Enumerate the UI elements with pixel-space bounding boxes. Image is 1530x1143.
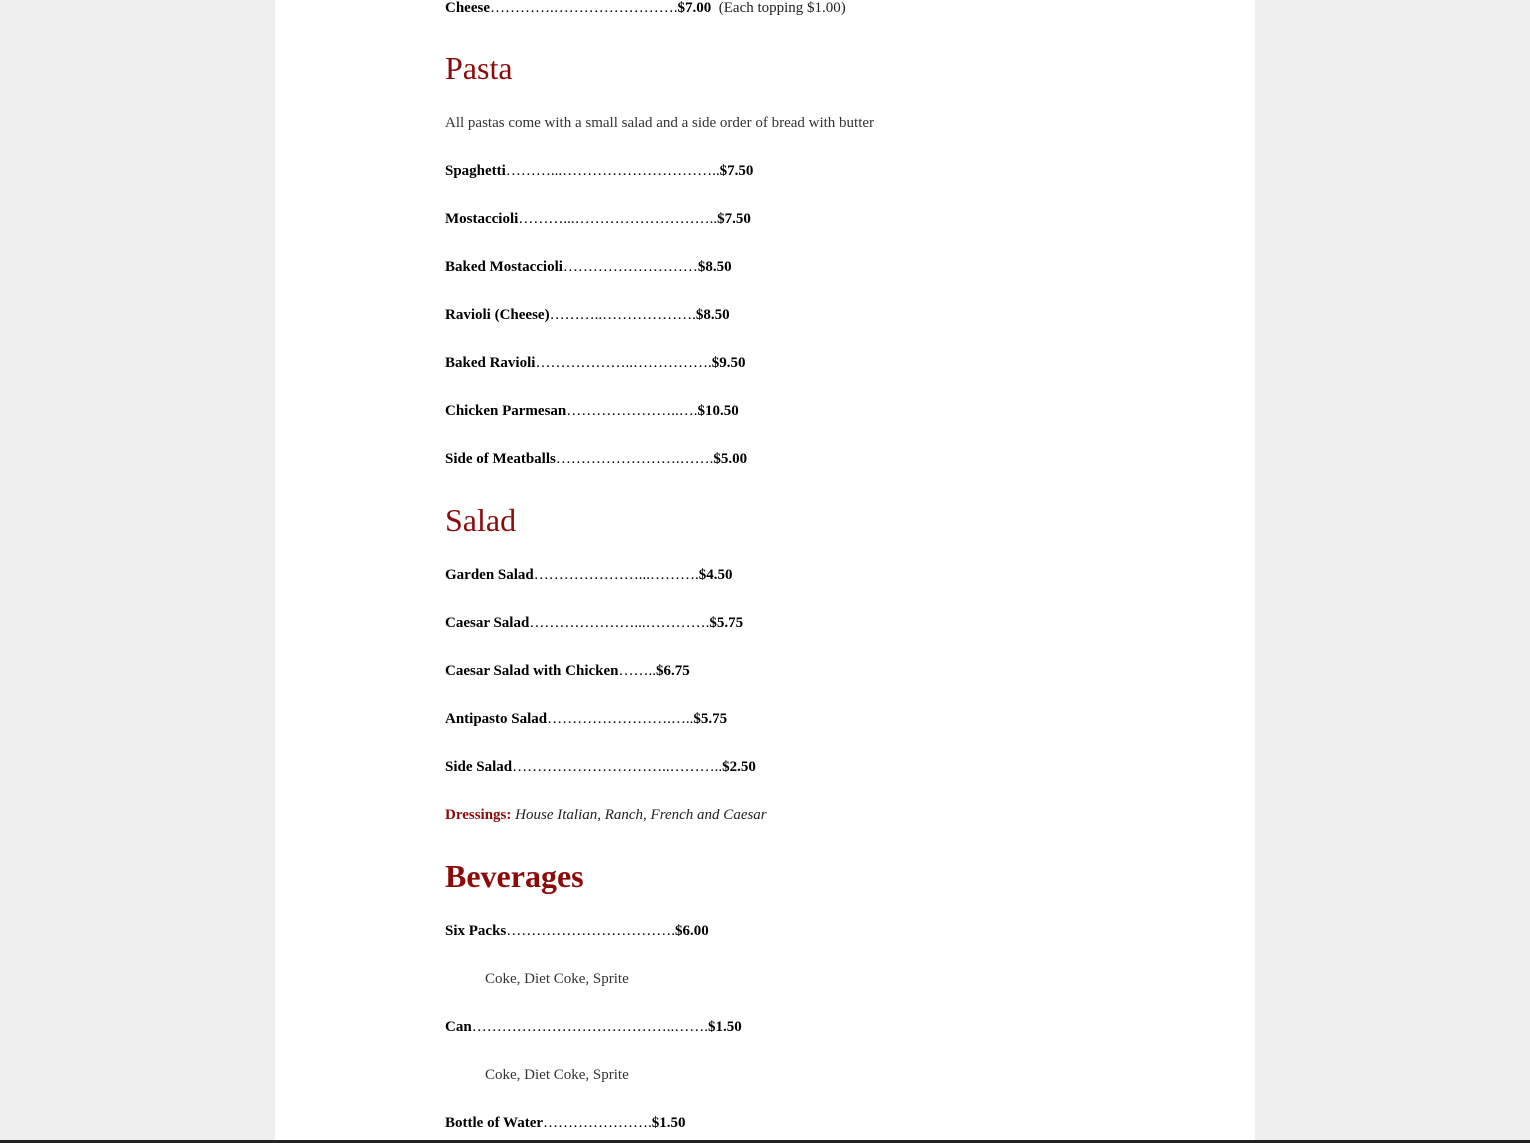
dressings-text: House Italian, Ranch, French and Caesar xyxy=(515,807,767,823)
menu-item xyxy=(445,402,739,420)
item-dots: …………………………………..……. xyxy=(471,1019,708,1035)
item-price: $5.75 xyxy=(693,711,728,727)
item-name: Side Salad xyxy=(445,759,513,775)
item-name: Bottle of Water xyxy=(445,1115,544,1131)
item-dots: …………………. xyxy=(543,1115,652,1131)
item-dots: …………………….……. xyxy=(555,451,714,467)
menu-item xyxy=(445,1018,742,1036)
item-price: $7.50 xyxy=(719,163,754,179)
item-name: Six Packs xyxy=(445,923,507,939)
section-heading-salad: Salad xyxy=(445,502,517,538)
menu-item xyxy=(445,758,756,776)
item-dots: ………….……………………. xyxy=(490,0,678,16)
menu-item xyxy=(445,662,690,680)
menu-item xyxy=(445,306,730,324)
menu-item xyxy=(445,258,732,276)
item-price: $1.50 xyxy=(707,1019,742,1035)
item-extra-note: (Each topping $1.00) xyxy=(718,0,846,16)
item-dots: ………………..……………. xyxy=(535,355,712,371)
item-dots: …………………...…………. xyxy=(529,615,710,631)
item-price: $6.00 xyxy=(675,923,709,939)
item-name: Caesar Salad xyxy=(445,615,530,631)
item-dots: ………...………………………….. xyxy=(505,163,720,179)
item-name: Side of Meatballs xyxy=(445,451,556,467)
item-price: $4.50 xyxy=(698,567,733,583)
section-heading-pasta: Pasta xyxy=(445,50,513,86)
item-dots: ……………………………. xyxy=(506,923,676,939)
item-price: $1.50 xyxy=(651,1115,686,1131)
menu-item xyxy=(445,354,745,372)
menu-item xyxy=(445,614,743,632)
item-dots: …………………………..……….. xyxy=(512,759,723,775)
item-price: $8.50 xyxy=(697,259,732,275)
item-dots: …………………...………. xyxy=(533,567,699,583)
item-name: Baked Ravioli xyxy=(445,355,536,371)
menu-item-cheese xyxy=(445,0,846,17)
item-name: Chicken Parmesan xyxy=(445,403,567,419)
item-name: Spaghetti xyxy=(445,163,506,179)
item-name: Garden Salad xyxy=(445,567,534,583)
dressings-line xyxy=(445,806,767,824)
dressings-label: Dressings: xyxy=(445,807,512,823)
item-dots: ………..………………. xyxy=(549,307,696,323)
item-price: $7.00 xyxy=(677,0,712,16)
item-name: Antipasto Salad xyxy=(445,711,548,727)
item-price: $10.50 xyxy=(697,403,739,419)
pasta-note: All pastas come with a small salad and a side order of bread with butter xyxy=(445,115,875,131)
menu-item xyxy=(445,922,709,940)
menu-item xyxy=(445,210,751,228)
item-dots: ………...……………………….. xyxy=(518,211,718,227)
item-name: Can xyxy=(445,1019,472,1035)
item-name: Baked Mostaccioli xyxy=(445,259,563,275)
item-price: $6.75 xyxy=(656,663,690,679)
item-price: $8.50 xyxy=(695,307,730,323)
item-dots: ……………………… xyxy=(562,259,698,275)
item-name: Cheese xyxy=(445,0,490,16)
menu-item xyxy=(445,1114,686,1132)
item-dots: …………………..…. xyxy=(566,403,698,419)
item-price: $5.00 xyxy=(713,451,748,467)
item-price: $2.50 xyxy=(722,759,756,775)
item-name: Ravioli (Cheese) xyxy=(445,307,550,323)
menu-item xyxy=(445,162,753,180)
item-dots: …………………….….. xyxy=(547,711,694,727)
item-price: $9.50 xyxy=(711,355,746,371)
item-dots: …….. xyxy=(618,663,656,679)
can-flavors: Coke, Diet Coke, Sprite xyxy=(485,1067,629,1083)
menu-item xyxy=(445,566,733,584)
section-heading-beverages: Beverages xyxy=(445,858,584,894)
item-price: $7.50 xyxy=(717,211,751,227)
item-name: Mostaccioli xyxy=(445,211,519,227)
menu-page xyxy=(275,0,1255,1143)
item-name: Caesar Salad with Chicken xyxy=(445,663,619,679)
menu-item xyxy=(445,710,727,728)
item-price: $5.75 xyxy=(709,615,744,631)
menu-item xyxy=(445,450,747,468)
six-packs-flavors: Coke, Diet Coke, Sprite xyxy=(485,971,629,987)
